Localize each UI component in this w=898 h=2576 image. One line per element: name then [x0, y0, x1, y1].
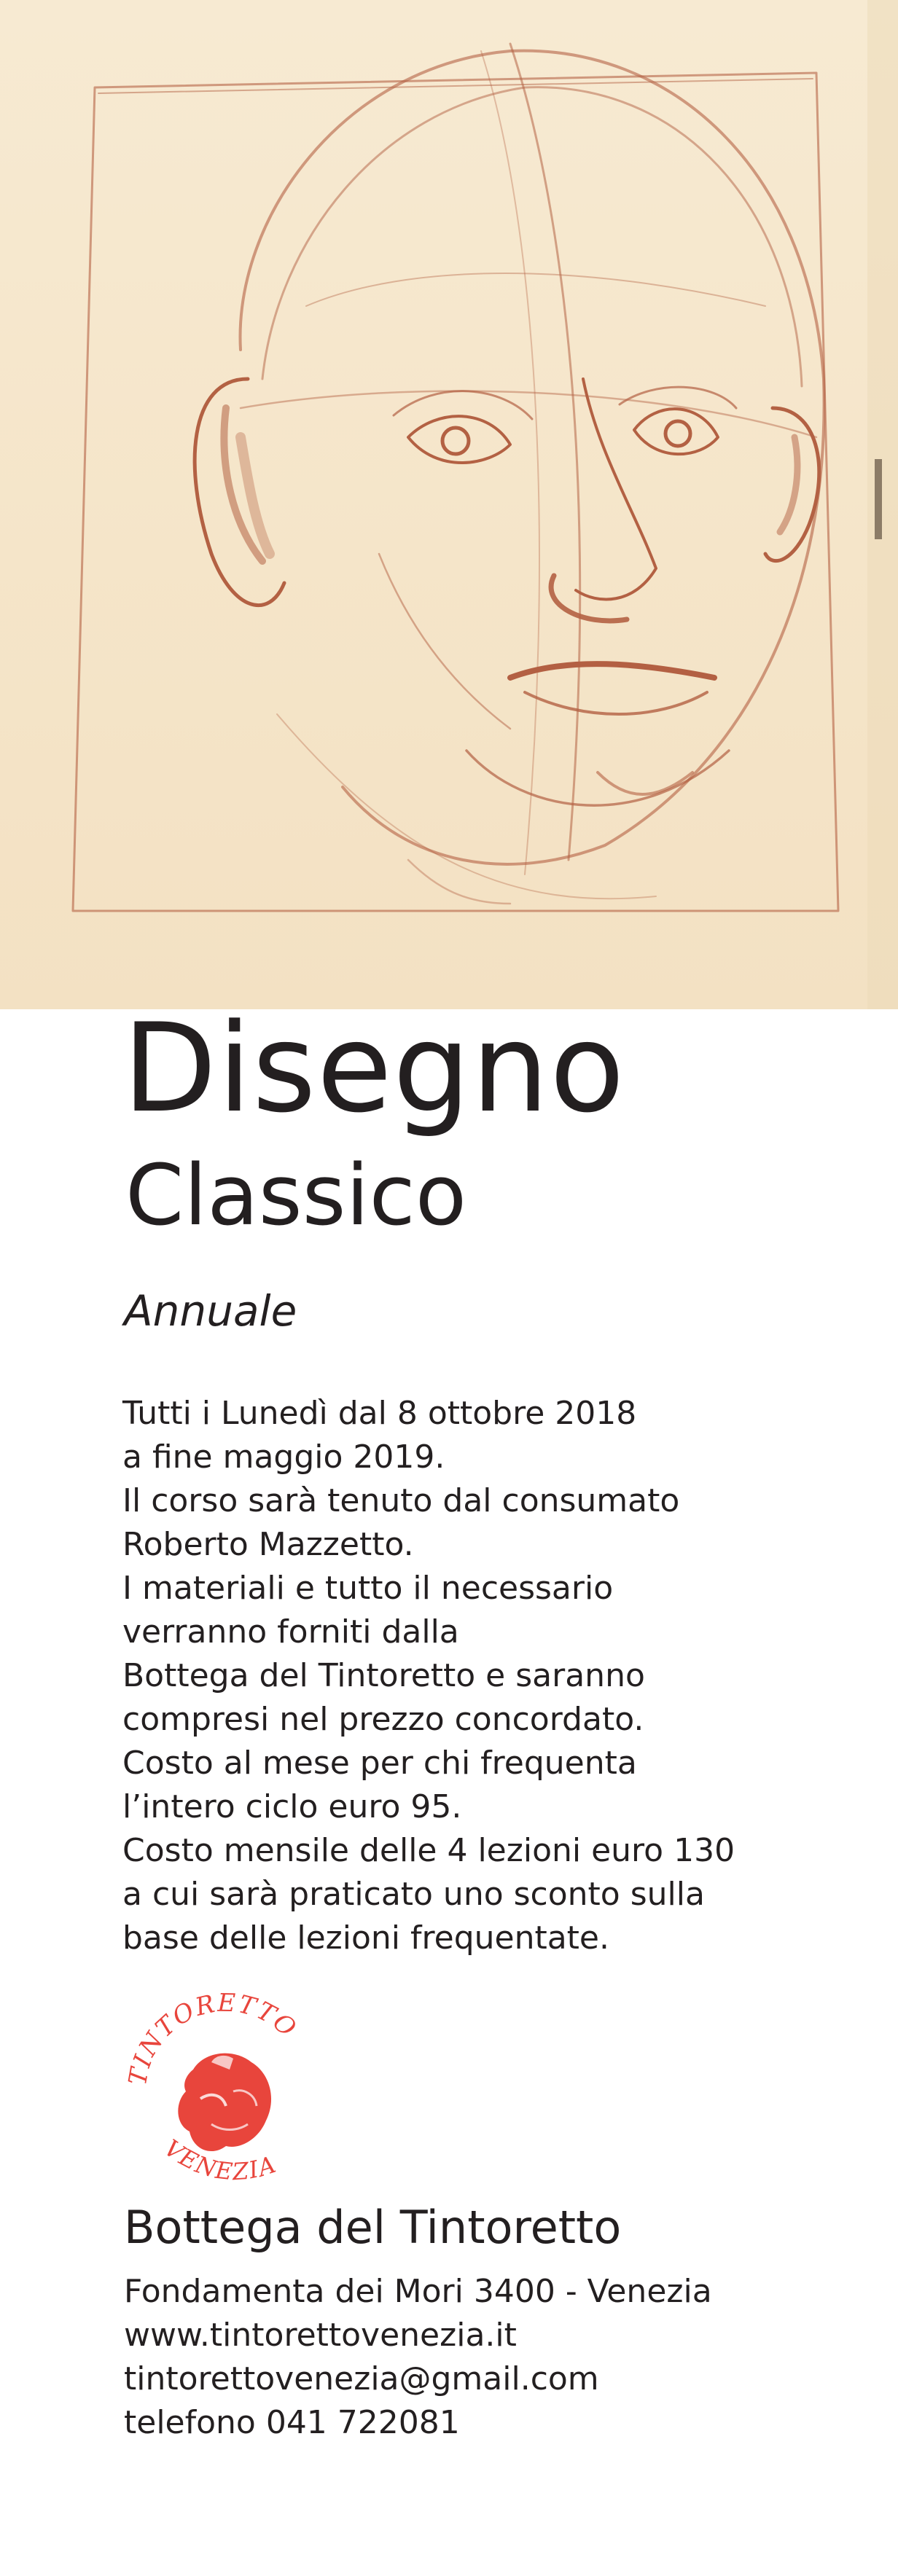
- email-link[interactable]: tintorettovenezia@gmail.com: [124, 2360, 599, 2397]
- website-link[interactable]: www.tintorettovenezia.it: [124, 2317, 517, 2354]
- description-line: Bottega del Tintoretto e saranno: [122, 1657, 645, 1694]
- description-line: a fine maggio 2019.: [122, 1438, 445, 1476]
- description-line: l’intero ciclo euro 95.: [122, 1788, 462, 1825]
- description-line: base delle lezioni frequentate.: [122, 1919, 609, 1957]
- red-chalk-portrait-sketch: [0, 0, 898, 1009]
- course-description: [122, 1392, 851, 1960]
- course-frequency: Annuale: [124, 1286, 297, 1336]
- tintoretto-logo: [124, 1982, 321, 2208]
- description-line: Roberto Mazzetto.: [122, 1526, 414, 1563]
- description-line: Tutti i Lunedì dal 8 ottobre 2018: [122, 1395, 637, 1432]
- description-line: Il corso sarà tenuto dal consumato: [122, 1482, 680, 1519]
- course-title: Disegno: [122, 997, 625, 1140]
- phone-number: telefono 041 722081: [124, 2404, 460, 2441]
- contact-info: [124, 2270, 712, 2445]
- hero-sketch-image: [0, 0, 898, 1009]
- description-line: verranno forniti dalla: [122, 1613, 459, 1651]
- description-line: a cui sarà praticato uno sconto sulla: [122, 1876, 705, 1913]
- address: Fondamenta dei Mori 3400 - Venezia: [124, 2273, 712, 2310]
- organization-name: Bottega del Tintoretto: [124, 2201, 622, 2254]
- logo-stamp-icon: [124, 1982, 321, 2208]
- description-line: Costo mensile delle 4 lezioni euro 130: [122, 1832, 735, 1869]
- description-line: compresi nel prezzo concordato.: [122, 1701, 644, 1738]
- course-subtitle: Classico: [125, 1147, 467, 1245]
- description-line: I materiali e tutto il necessario: [122, 1570, 614, 1607]
- logo-bottom-text: VENEZIA: [159, 2134, 281, 2186]
- description-line: Costo al mese per chi frequenta: [122, 1745, 637, 1782]
- logo-top-text: TINTORETTO: [124, 1988, 303, 2088]
